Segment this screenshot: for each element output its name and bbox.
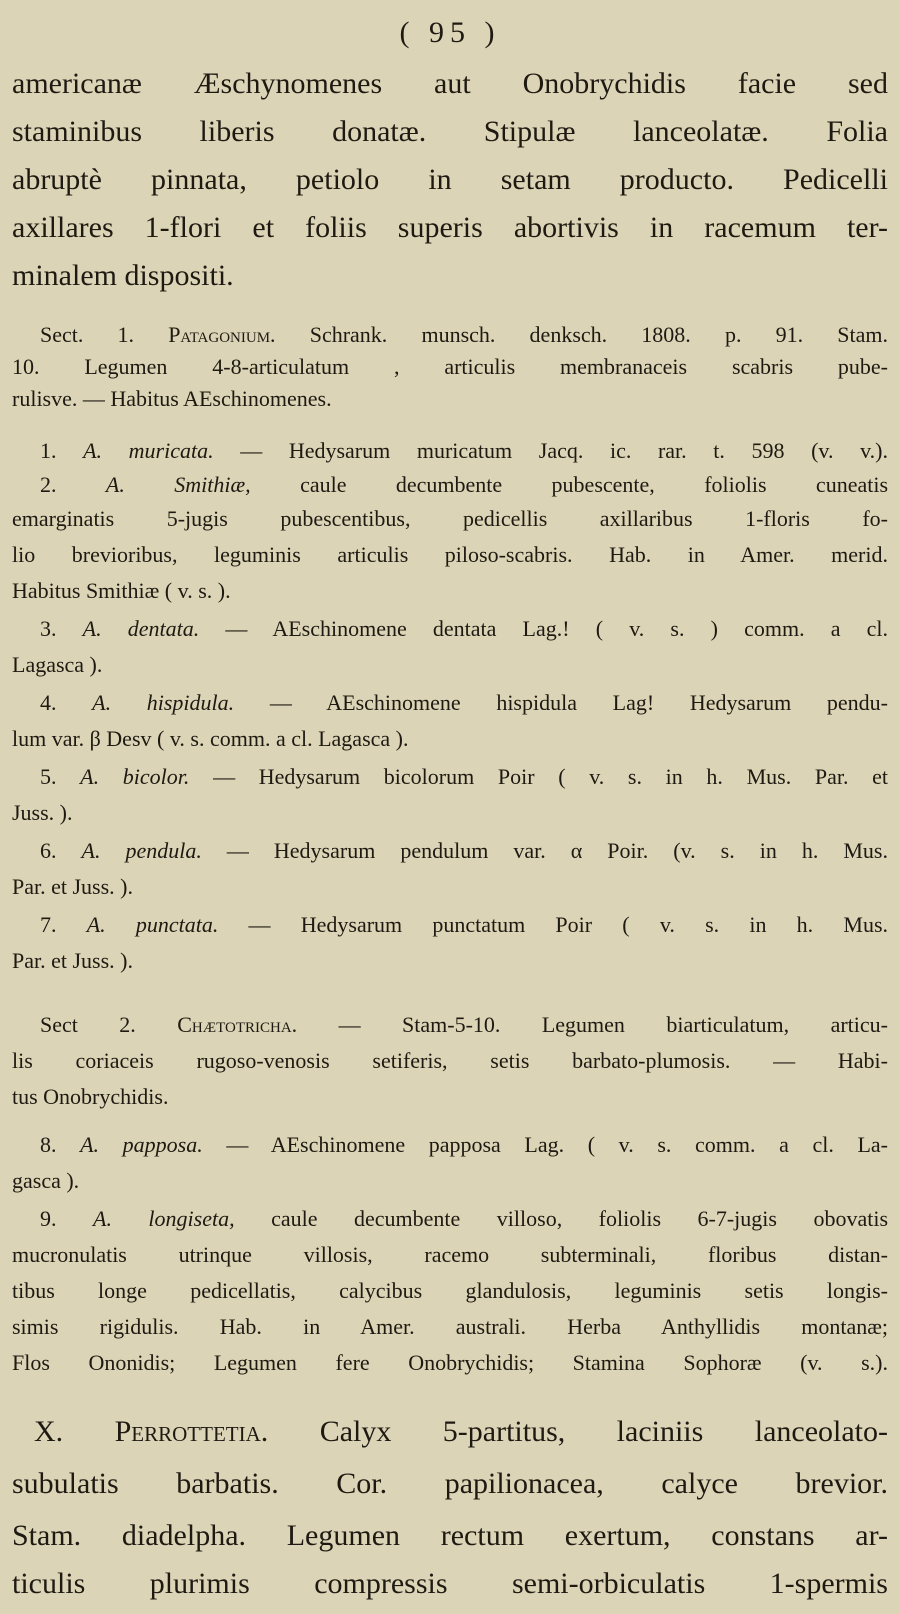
- species-name: A. bicolor.: [80, 764, 190, 789]
- species-line: mucronulatis utrinque villosis, racemo subterminali, floribus distan-: [12, 1242, 888, 1267]
- species-entry: [40, 836, 888, 866]
- species-number: 6.: [40, 838, 57, 863]
- species-entry: [40, 1130, 888, 1160]
- section-1-text: Schrank. munsch. denksch. 1808. p. 91. Stam.: [309, 322, 888, 347]
- species-name: A. dentata.: [82, 616, 200, 641]
- species-line: Par. et Juss. ).: [12, 874, 133, 899]
- section-2-name: Chætotricha.: [177, 1012, 298, 1037]
- species-entry: [40, 470, 888, 500]
- species-name: A. pendula.: [81, 838, 202, 863]
- genus-line: ticulis plurimis compressis semi-orbiculatis 1-spermis: [12, 1567, 888, 1600]
- intro-line: abruptè pinnata, petiolo in setam producto. Pedicelli: [12, 163, 888, 196]
- genus-line: Stam. diadelpha. Legumen rectum exertum, constans ar-: [12, 1519, 888, 1552]
- species-entry: [40, 762, 888, 792]
- species-text: — Hedysarum punctatum Poir ( v. s. in h. Mus.: [248, 912, 888, 937]
- species-number: 5.: [40, 764, 57, 789]
- section-1-heading: [40, 320, 888, 350]
- intro-line: minalem dispositi.: [12, 259, 234, 292]
- species-line: Juss. ).: [12, 800, 73, 825]
- species-line: gasca ).: [12, 1168, 80, 1193]
- species-entry: [40, 614, 888, 644]
- section-2-prefix: Sect 2.: [40, 1012, 136, 1037]
- species-line: Flos Ononidis; Legumen fere Onobrychidis; Stamina Sophoræ (v. s.).: [12, 1350, 888, 1375]
- section-1-prefix: Sect. 1.: [40, 322, 135, 347]
- species-number: 8.: [40, 1132, 57, 1157]
- species-name: A. papposa.: [80, 1132, 203, 1157]
- species-text: — AEschinomene hispidula Lag! Hedysarum pendu-: [269, 690, 888, 715]
- species-entry: [40, 436, 888, 466]
- section-2-heading: [40, 1010, 888, 1040]
- species-text: — Hedysarum bicolorum Poir ( v. s. in h. Mus. Par. et: [213, 764, 888, 789]
- species-number: 1.: [40, 438, 57, 463]
- species-name: A. Smithiæ,: [105, 472, 251, 497]
- species-text: caule decumbente villoso, foliolis 6-7-jugis obovatis: [271, 1206, 888, 1231]
- species-line: tibus longe pedicellatis, calycibus glandulosis, leguminis setis longis-: [12, 1278, 888, 1303]
- section-1-line: rulisve. — Habitus AEschinomenes.: [12, 386, 332, 411]
- species-text: — Hedysarum muricatum Jacq. ic. rar. t. 598 (v. v.).: [240, 438, 888, 463]
- species-text: — AEschinomene dentata Lag.! ( v. s. ) comm. a cl.: [225, 616, 888, 641]
- species-entry: [40, 1204, 888, 1234]
- species-number: 9.: [40, 1206, 57, 1231]
- species-text: — AEschinomene papposa Lag. ( v. s. comm. a cl. La-: [226, 1132, 888, 1157]
- species-entry: [40, 688, 888, 718]
- species-name: A. longiseta,: [93, 1206, 235, 1231]
- genus-name: Perrottetia.: [114, 1415, 269, 1448]
- page-number: ( 95 ): [399, 16, 501, 49]
- intro-line: americanæ Æschynomenes aut Onobrychidis facie sed: [12, 67, 888, 100]
- species-line: lio brevioribus, leguminis articulis piloso-scabris. Hab. in Amer. merid.: [12, 542, 888, 567]
- section-2-line: tus Onobrychidis.: [12, 1084, 169, 1109]
- species-name: A. muricata.: [83, 438, 214, 463]
- species-line: Lagasca ).: [12, 652, 103, 677]
- species-number: 7.: [40, 912, 57, 937]
- species-number: 4.: [40, 690, 57, 715]
- section-1-name: Patagonium.: [168, 322, 276, 347]
- species-name: A. punctata.: [86, 912, 219, 937]
- species-text: — Hedysarum pendulum var. α Poir. (v. s. in h. Mus.: [226, 838, 888, 863]
- species-number: 2.: [40, 472, 57, 497]
- genus-number: X.: [34, 1415, 64, 1448]
- species-line: Par. et Juss. ).: [12, 948, 133, 973]
- genus-heading: [34, 1410, 888, 1454]
- section-2-line: lis coriaceis rugoso-venosis setiferis, setis barbato-plumosis. — Habi-: [12, 1048, 888, 1073]
- intro-line: axillares 1-flori et foliis superis abortivis in racemum ter-: [12, 211, 888, 244]
- species-line: lum var. β Desv ( v. s. comm. a cl. Lagasca ).: [12, 726, 409, 751]
- genus-line: subulatis barbatis. Cor. papilionacea, calyce brevior.: [12, 1467, 888, 1500]
- section-2-text: — Stam-5-10. Legumen biarticulatum, articu-: [338, 1012, 888, 1037]
- species-line: emarginatis 5-jugis pubescentibus, pedicellis axillaribus 1-floris fo-: [12, 506, 888, 531]
- intro-line: staminibus liberis donatæ. Stipulæ lanceolatæ. Folia: [12, 115, 888, 148]
- species-line: Habitus Smithiæ ( v. s. ).: [12, 578, 231, 603]
- section-1-line: 10. Legumen 4-8-articulatum , articulis membranaceis scabris pube-: [12, 354, 888, 379]
- genus-text: Calyx 5-partitus, laciniis lanceolato-: [319, 1415, 888, 1448]
- species-entry: [40, 910, 888, 940]
- species-line: simis rigidulis. Hab. in Amer. australi. Herba Anthyllidis montanæ;: [12, 1314, 888, 1339]
- species-name: A. hispidula.: [92, 690, 235, 715]
- species-text: caule decumbente pubescente, foliolis cuneatis: [300, 472, 888, 497]
- species-number: 3.: [40, 616, 57, 641]
